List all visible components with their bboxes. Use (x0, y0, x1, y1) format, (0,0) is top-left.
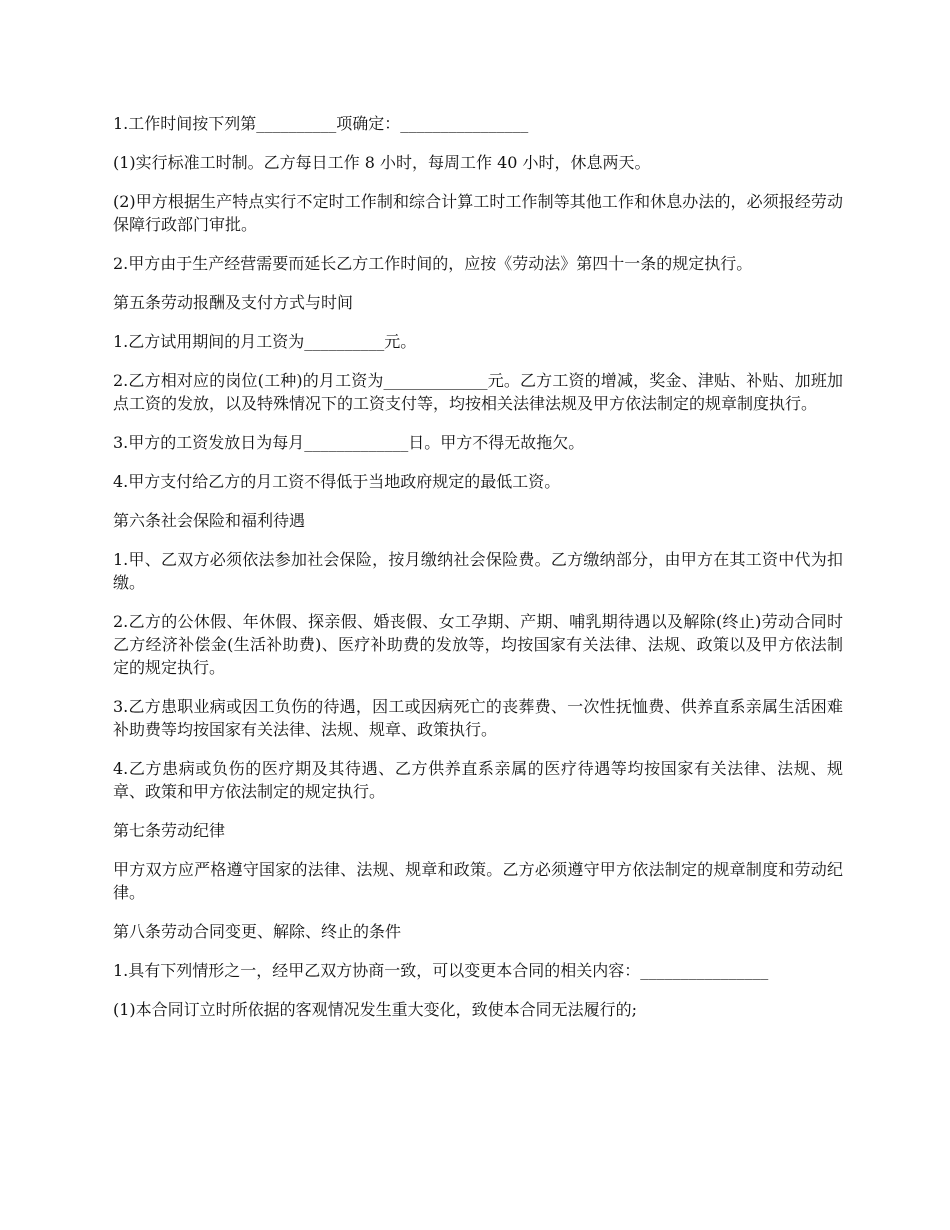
clause-contract-change: 1.具有下列情形之一，经甲乙双方协商一致，可以变更本合同的相关内容：________________ (113, 961, 769, 980)
clause-overtime: 2.甲方由于生产经营需要而延长乙方工作时间的，应按《劳动法》第四十一条的规定执行。 (113, 254, 753, 273)
clause-minimum-wage: 4.甲方支付给乙方的月工资不得低于当地政府规定的最低工资。 (113, 472, 561, 491)
section-heading-discipline: 第七条劳动纪律 (113, 821, 226, 840)
clause-work-hours-item: 1.工作时间按下列第__________项确定：________________ (113, 114, 529, 133)
clause-payday: 3.甲方的工资发放日为每月_____________日。甲方不得无故拖欠。 (113, 433, 585, 452)
clause-occupational-injury: 3.乙方患职业病或因工负伤的待遇，因工或因病死亡的丧葬费、一次性抚恤费、供养直系亲属生活困难补助费等均按国家有关法律、法规、规章、政策执行。 (113, 697, 843, 739)
clause-position-salary: 2.乙方相对应的岗位(工种)的月工资为_____________元。乙方工资的增减，奖金、津贴、补贴、加班加点工资的发放，以及特殊情况下的工资支付等，均按相关法律法规及甲方依法制定的规章制度执行。 (113, 371, 843, 413)
clause-standard-hours: (1)实行标准工时制。乙方每日工作 8 小时，每周工作 40 小时，休息两天。 (113, 153, 651, 172)
clause-leave-benefits: 2.乙方的公休假、年休假、探亲假、婚丧假、女工孕期、产期、哺乳期待遇以及解除(终止)劳动合同时乙方经济补偿金(生活补助费)、医疗补助费的发放等，均按国家有关法律、法规、政策以及甲方依法制定的规定执行。 (113, 612, 843, 677)
section-heading-social-insurance: 第六条社会保险和福利待遇 (113, 511, 306, 530)
clause-discipline: 甲方双方应严格遵守国家的法律、法规、规章和政策。乙方必须遵守甲方依法制定的规章制度和劳动纪律。 (113, 860, 843, 902)
clause-objective-change: (1)本合同订立时所依据的客观情况发生重大变化，致使本合同无法履行的; (113, 1000, 638, 1019)
clause-insurance-contribution: 1.甲、乙双方必须依法参加社会保险，按月缴纳社会保险费。乙方缴纳部分，由甲方在其工资中代为扣缴。 (113, 550, 843, 592)
clause-probation-salary: 1.乙方试用期间的月工资为__________元。 (113, 332, 417, 351)
clause-medical-treatment: 4.乙方患病或负伤的医疗期及其待遇、乙方供养直系亲属的医疗待遇等均按国家有关法律、法规、规章、政策和甲方依法制定的规定执行。 (113, 759, 843, 801)
clause-flexible-hours: (2)甲方根据生产特点实行不定时工作制和综合计算工时工作制等其他工作和休息办法的，必须报经劳动保障行政部门审批。 (113, 192, 843, 234)
document-page (113, 112, 843, 1037)
section-heading-contract-change: 第八条劳动合同变更、解除、终止的条件 (113, 922, 402, 941)
section-heading-remuneration: 第五条劳动报酬及支付方式与时间 (113, 293, 354, 312)
